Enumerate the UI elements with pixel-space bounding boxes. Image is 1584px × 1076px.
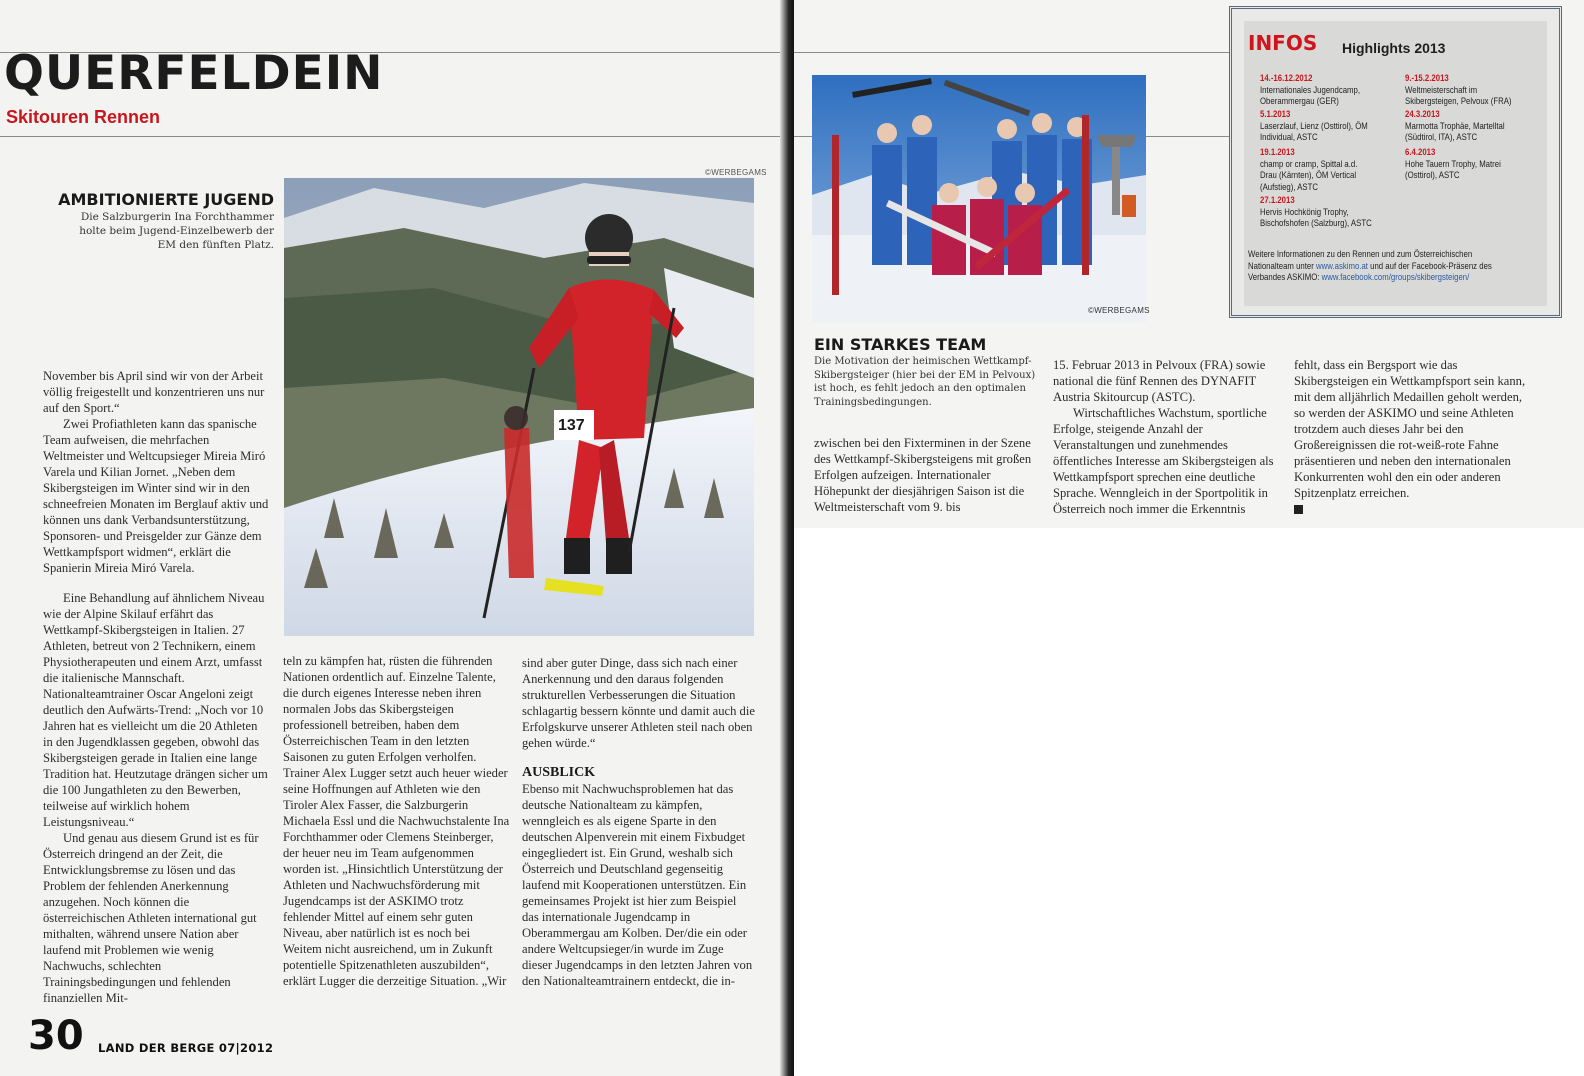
event-item: 5.1.2013 Laserzlauf, Lienz (Osttirol), ÖM Individual, ASTC [1260,109,1368,143]
photo-caption: Die Salzburgerin Ina Forchthammer holte beim Jugend-Einzelbewerb der EM den fünften Platz. [79,211,274,251]
paragraph: November bis April sind wir von der Arbeit völlig freigestellt und konzentrieren uns nur auf den Sport.“ [43,369,265,415]
team-photo [812,75,1146,322]
paragraph: Ebenso mit Nachwuchsproblemen hat das deutsche Nationalteam zu kämpfen, wenngleich es als eigene Sparte in den deutschen Alpenverein mit einem Fixbudget eingegliedert ist. Ein Grund, weshalb sich Österreich und Deutschland gegenseitig laufend mit Kooperationen unterstützen. Ein gemeinsames Projekt ist hier zum Beispiel das internationale Jugendcamp in Oberammergau am Kolben. Der/die ein oder andere Weltcupsieger/in wurde im Zuge dieser Jugendcamps in den letzten Jahren von den Nationalteamtrainern entdeckt, die in- [522,782,753,988]
infos-subtitle: Highlights 2013 [1342,40,1446,56]
event-item: 27.1.2013 Hervis Hochkönig Trophy, Bischofshofen (Salzburg), ASTC [1260,195,1372,229]
paragraph: Zwei Profiathleten kann das spanische Team aufweisen, die mehrfachen Weltmeister und Weltcupsieger Mireia Miró Varela und Kilian Jornet. „Neben dem Skibergsteigen im Winter sind wir in den schneefreien Monaten im Berglauf aktiv und können uns dank Verbandsunterstützung, Sponsoren- und Preisgelder zur Gänze dem Wettkampfsport widmen“, erklärt die Spanierin Mireia Miró Varela. [43,417,269,575]
paragraph: Und genau aus diesem Grund ist es für Österreich dringend an der Zeit, die Entwicklungsbremse zu lösen und das Problem der fehlenden Anerkennung anzugehen. Noch können die österreichischen Athleten international gut mithalten, während unsere Nation aber laufend mit Problemen wie wenig Nachwuchs, schlechten Trainingsbedingungen und fehlenden finanziellen Mit- [43,831,259,1005]
photo-caption: Die Motivation der heimischen Wettkampf-Skibergsteiger (hier bei der EM in Pelvoux) ist hoch, es fehlt jedoch an den optimalen Trainingsbedingungen. [814,356,1036,408]
magazine-issue: LAND DER BERGE 07|2012 [98,1041,274,1055]
page-number: 30 [28,1013,84,1059]
blank-area [794,528,1584,1076]
facebook-link[interactable]: www.facebook.com/groups/skibergsteigen/ [1321,272,1470,283]
paragraph: fehlt, dass ein Bergsport wie das Skibergsteigen ein Wettkampfsport sein kann, mit dem alljährlich Medaillen geholt werden, so werden der ASKIMO und seine Athleten trotzdem auch dieses Jahr bei den Großereignissen die rot-weiß-rote Fahne präsentieren und neben den internationalen Konkurrenten wohl den ein oder anderen Spitzenplatz erreichen. [1294,358,1526,500]
article-column-2 [283,653,511,989]
event-item: 9.-15.2.2013 Weltmeisterschaft im Skibergsteigen, Pelvoux (FRA) [1405,73,1512,107]
article-column-1 [43,368,270,1006]
subheading: AUSBLICK [522,765,596,780]
photo-credit: ©WERBEGAMS [705,168,767,177]
event-item: 6.4.2013 Hohe Tauern Trophy, Matrei (Osttirol), ASTC [1405,147,1501,181]
infos-footer: Weitere Informationen zu den Rennen und zum Österreichischen Nationalteam unter www.askimo.at und auf der Facebook-Präsenz des Verbandes ASKIMO: www.facebook.com/groups/skibergsteigen/ [1248,249,1492,283]
header-rule [794,52,1234,53]
page-gutter [780,0,794,1076]
article-column-4 [814,435,1046,515]
event-item: 14.-16.12.2012 Internationales Jugendcamp, Oberammergau (GER) [1260,73,1361,107]
askimo-link[interactable]: www.askimo.at [1315,260,1368,272]
article-column-3 [522,655,755,989]
paragraph: teln zu kämpfen hat, rüsten die führenden Nationen ordentlich auf. Einzelne Talente, die durch eigenes Interesse neben ihren normalen Jobs das Skibergsteigen professionell betreiben, haben dem Österreichischen Team in den letzten Saisonen zu guten Erfolgen verholfen. Trainer Alex Lugger setzt auch heuer wieder seine Hoffnungen auf Athleten wie den Tiroler Alex Fasser, die Salzburgerin Michaela Essl und die Nachwuchstalente Ina Forchthammer oder Clemens Steinberger, der heuer neu im Team aufgenommen worden ist. „Hinsichtlich Unterstützung der Athleten und Nachwuchsförderung mit Jugendcamps ist der ASKIMO trotz fehlender Mittel auf einem sehr guten Niveau, aber natürlich ist es noch bei Weitem nicht ausreichend, um in Zukunft potentielle Spitzenathleten auszubilden“, erklärt Lugger die derzeitige Situation. „Wir [283,654,510,988]
article-column-6 [1294,357,1534,518]
paragraph: zwischen bei den Fixterminen in der Szene des Wettkampf-Skibergsteigens mit großen Erfolgen aufzeigen. Internationaler Höhepunkt der diesjährigen Saison ist die Weltmeisterschaft vom 9. bis [814,436,1032,514]
end-of-article-mark [1294,505,1303,514]
section-title: AMBITIONIERTE JUGEND [58,190,274,209]
infos-box [1229,6,1562,318]
paragraph: Eine Behandlung auf ähnlichem Niveau wie der Alpine Skilauf erfährt das Wettkampf-Skibergsteigen in Italien. 27 Athleten, betreut von 2 Technikern, einem Physiotherapeuten und einem Arzt, umfasst die italienische Mannschaft. Nationalteamtrainer Oscar Angeloni zeigt deutlich den Aufwärts-Trend: „Noch vor 10 Jahren hat es vielleicht um die 20 Athleten in den Jugendklassen gegeben, obwohl das Skibergsteigen gerade in Italien eine lange Tradition hat. Heutzutage drängen sicher um die 100 Jungathleten zu den Bewerben, teilweise auf wirklich hohem Leistungsniveau.“ [43,591,268,829]
paragraph: sind aber guter Dinge, dass sich nach einer Anerkennung und den daraus folgenden strukturellen Verbesserungen die Situation schlagartig bessern könnte und damit auch die Erfolgskurve unserer Athleten steil nach oben gehen würde.“ [522,656,755,750]
ski-mountaineer-photo [284,178,754,636]
page-subtitle: Skitouren Rennen [6,107,161,127]
svg-text:137: 137 [558,417,585,434]
header-rule-bottom [0,136,780,137]
page-title: QUERFELDEIN [4,46,384,101]
article-column-5 [1053,357,1283,517]
event-item: 24.3.2013 Marmotta Trophäe, Martelltal (Südtirol, ITA), ASTC [1405,109,1505,143]
event-item: 19.1.2013 champ or cramp, Spittal a.d. Drau (Kärnten), ÖM Vertical (Aufstieg), ASTC [1260,147,1358,193]
left-page [0,0,786,1076]
paragraph: 15. Februar 2013 in Pelvoux (FRA) sowie national die fünf Rennen des DYNAFIT Austria Skitourcup (ASTC). [1053,358,1266,404]
photo-credit: ©WERBEGAMS [1088,306,1150,315]
section-title: EIN STARKES TEAM [814,335,987,354]
infos-title: INFOS [1248,31,1318,55]
paragraph: Wirtschaftliches Wachstum, sportliche Erfolge, steigende Anzahl der Veranstaltungen und zunehmendes öffentliches Interesse am Skibergsteigen als Wettkampfsport sprechen eine deutliche Sprache. Wenngleich in der Sportpolitik in Österreich noch immer die Erkenntnis [1053,406,1274,516]
